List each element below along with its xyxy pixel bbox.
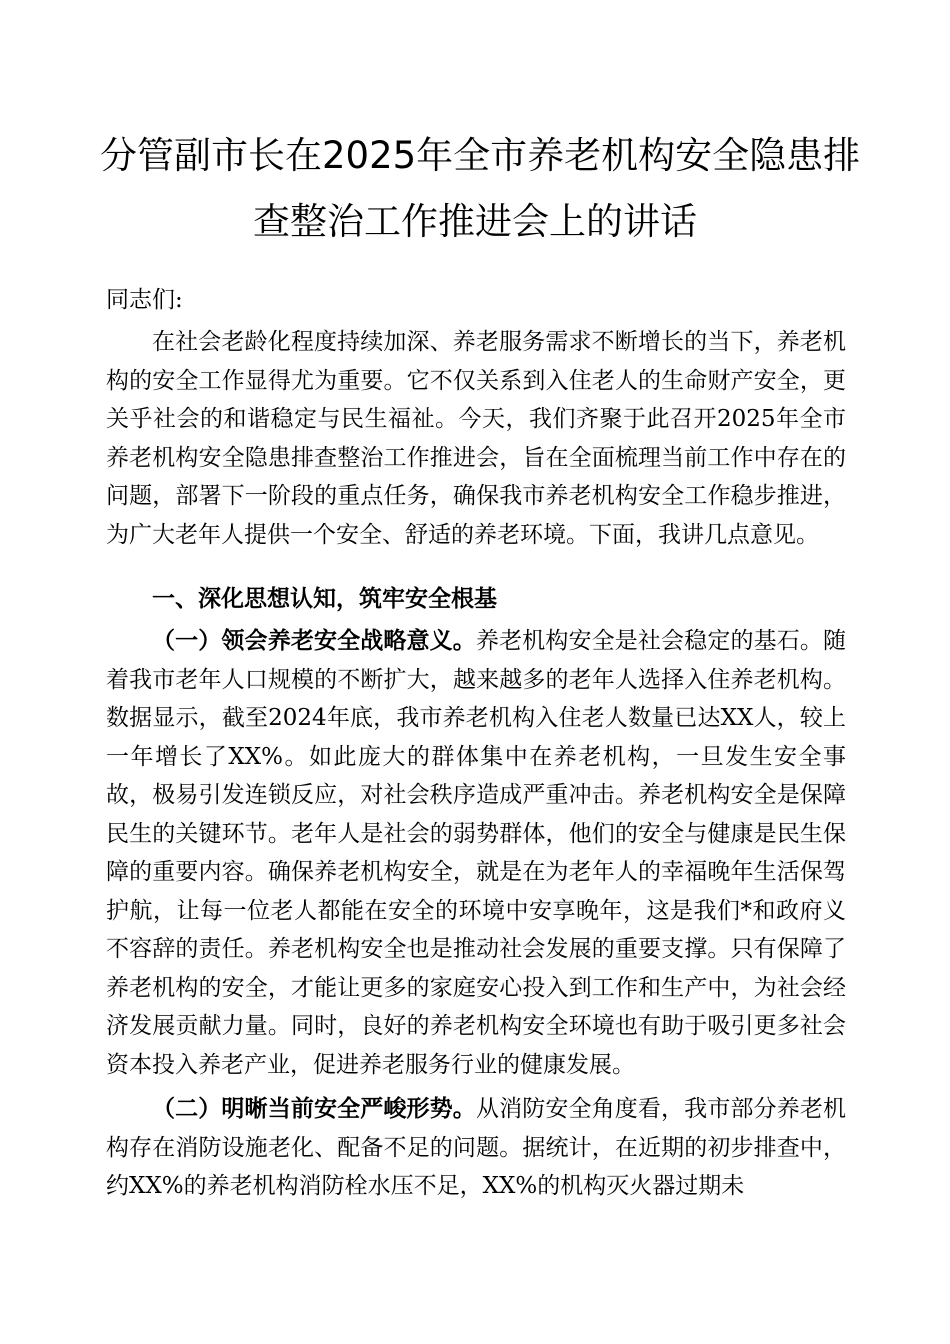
subsection-2-lead: （二）明晰当前安全严峻形势。 — [152, 1096, 476, 1122]
document-title-line-1: 分管副市长在2025年全市养老机构安全隐患排 — [100, 134, 861, 177]
subsection-1-paragraph — [106, 622, 846, 1084]
subsection-2-text: 从消防安全角度看，我市部分养老机构存在消防设施老化、配备不足的问题。据统计，在近期的初步排查中，约XX%的养老机构消防栓水压不足，XX%的机构灭火器过期未 — [106, 1096, 847, 1199]
section-heading-1: 一、深化思想认知，筑牢安全根基 — [152, 586, 497, 612]
subsection-1-text: 养老机构安全是社会稳定的基石。随着我市老年人口规模的不断扩大，越来越多的老年人选择入住养老机构。数据显示，截至2024年底，我市养老机构入住老人数量已达XX人，较上一年增长了XX%。如此庞大的群体集中在养老机构，一旦发生安全事故，极易引发连锁反应，对社会秩序造成严重冲击。养老机构安全是保障民生的关键环节。老年人是社会的弱势群体，他们的安全与健康是民生保障的重要内容。确保养老机构安全，就是在为老年人的幸福晚年生活保驾护航，让每一位老人都能在安全的环境中安享晚年，这是我们*和政府义不容辞的责任。养老机构安全也是推动社会发展的重要支撑。只有保障了养老机构的安全，才能让更多的家庭安心投入到工作和生产中，为社会经济发展贡献力量。同时，良好的养老机构安全环境也有助于吸引更多社会资本投入养老产业，促进养老服务行业的健康发展。 — [106, 628, 847, 1078]
subsection-2-paragraph — [106, 1090, 846, 1206]
subsection-1-lead: （一）领会养老安全战略意义。 — [152, 628, 476, 654]
intro-paragraph: 在社会老龄化程度持续加深、养老服务需求不断增长的当下，养老机构的安全工作显得尤为重要。它不仅关系到入住老人的生命财产安全，更关乎社会的和谐稳定与民生福祉。今天，我们齐聚于此召开2025年全市养老机构安全隐患排查整治工作推进会，旨在全面梳理当前工作中存在的问题，部署下一阶段的重点任务，确保我市养老机构安全工作稳步推进，为广大老年人提供一个安全、舒适的养老环境。下面，我讲几点意见。 — [106, 329, 846, 548]
document-title-line-2: 查整治工作推进会上的讲话 — [253, 200, 697, 243]
salutation: 同志们: — [106, 287, 183, 313]
